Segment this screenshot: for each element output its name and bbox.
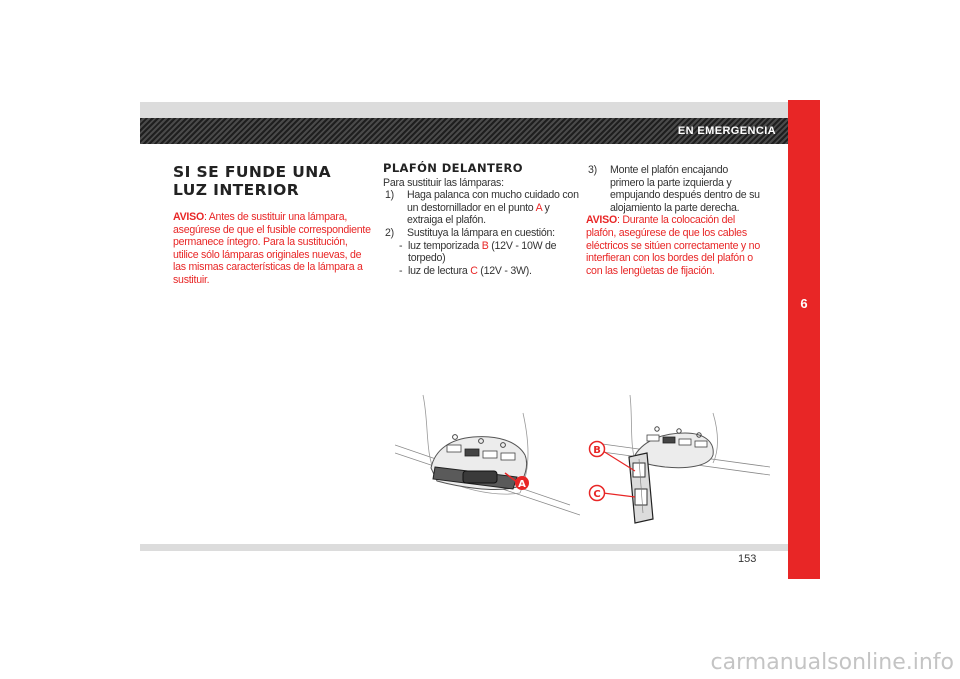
figure-ceiling-lamp-installed bbox=[395, 393, 580, 523]
callout-a-label: A bbox=[518, 479, 526, 490]
bullet-body bbox=[408, 265, 532, 278]
bullet-timed-light bbox=[383, 240, 583, 265]
callout-b-label: B bbox=[593, 445, 601, 456]
step-1 bbox=[383, 189, 583, 227]
bullet-text: luz temporizada bbox=[408, 239, 482, 252]
bullet-text: (12V - 10W de torpedo) bbox=[408, 239, 557, 265]
step-3 bbox=[586, 164, 762, 214]
heading-line-1: SI SE FUNDE UNA bbox=[173, 163, 332, 181]
bullet-body bbox=[408, 240, 583, 265]
warning-text: : Antes de sustituir una lámpara, asegúrese de que el fusible correspondiente permanece íntegro. Para la sustitución, utilice sólo lámparas originales nuevas, de las mismas características de la lámpara a sustituir. bbox=[173, 211, 371, 286]
step-number: 2) bbox=[385, 226, 394, 239]
callout-c-label: C bbox=[593, 489, 601, 500]
step-body: Monte el plafón encajando primero la parte izquierda y empujando después dentro de su alojamiento la parte derecha. bbox=[610, 164, 760, 214]
page-number: 153 bbox=[738, 553, 757, 565]
bullet-dash: - bbox=[399, 239, 403, 252]
warning-text: : Durante la colocación del plafón, asegúrese de que los cables eléctricos se sitúen correctamente y no interfieran con los bordes del plafón o con las lengüetas de fijación. bbox=[586, 214, 760, 277]
step-body bbox=[407, 189, 583, 227]
ref-c: C bbox=[470, 264, 478, 277]
step-text: Haga palanca con mucho cuidado con un destornillador en el punto bbox=[407, 189, 579, 214]
warning-label: AVISO bbox=[173, 211, 204, 223]
step-text: y extraiga el plafón. bbox=[407, 201, 550, 227]
warning-note-1 bbox=[173, 211, 373, 287]
front-lamp-section bbox=[383, 162, 583, 277]
step-number: 1) bbox=[385, 189, 394, 202]
ref-a: A bbox=[535, 201, 542, 214]
warning-note-2 bbox=[586, 214, 762, 277]
bullet-text: (12V - 3W). bbox=[477, 264, 532, 277]
chapter-number: 6 bbox=[800, 296, 808, 311]
figure-ceiling-lamp-removed bbox=[585, 393, 770, 533]
heading-interior-light bbox=[173, 163, 373, 199]
bullet-reading-light bbox=[383, 265, 583, 278]
intro-text: Para sustituir las lámparas: bbox=[383, 176, 504, 189]
mounting-section bbox=[586, 164, 762, 277]
watermark[interactable]: carmanualsonline.info bbox=[710, 650, 954, 675]
bullet-text: luz de lectura bbox=[408, 264, 471, 277]
step-number: 3) bbox=[588, 164, 597, 176]
header-band bbox=[140, 102, 788, 118]
step-2 bbox=[383, 227, 583, 240]
bullet-dash: - bbox=[399, 264, 403, 277]
chapter-tab[interactable] bbox=[788, 100, 820, 579]
section-title: EN EMERGENCIA bbox=[677, 125, 776, 137]
footer-band bbox=[140, 544, 788, 551]
warning-label: AVISO bbox=[586, 214, 617, 227]
ref-b: B bbox=[481, 239, 489, 252]
step-body: Sustituya la lámpara en cuestión: bbox=[407, 226, 555, 239]
heading-line-2: LUZ INTERIOR bbox=[173, 181, 300, 199]
heading-front-lamp: PLAFÓN DELANTERO bbox=[383, 161, 523, 175]
